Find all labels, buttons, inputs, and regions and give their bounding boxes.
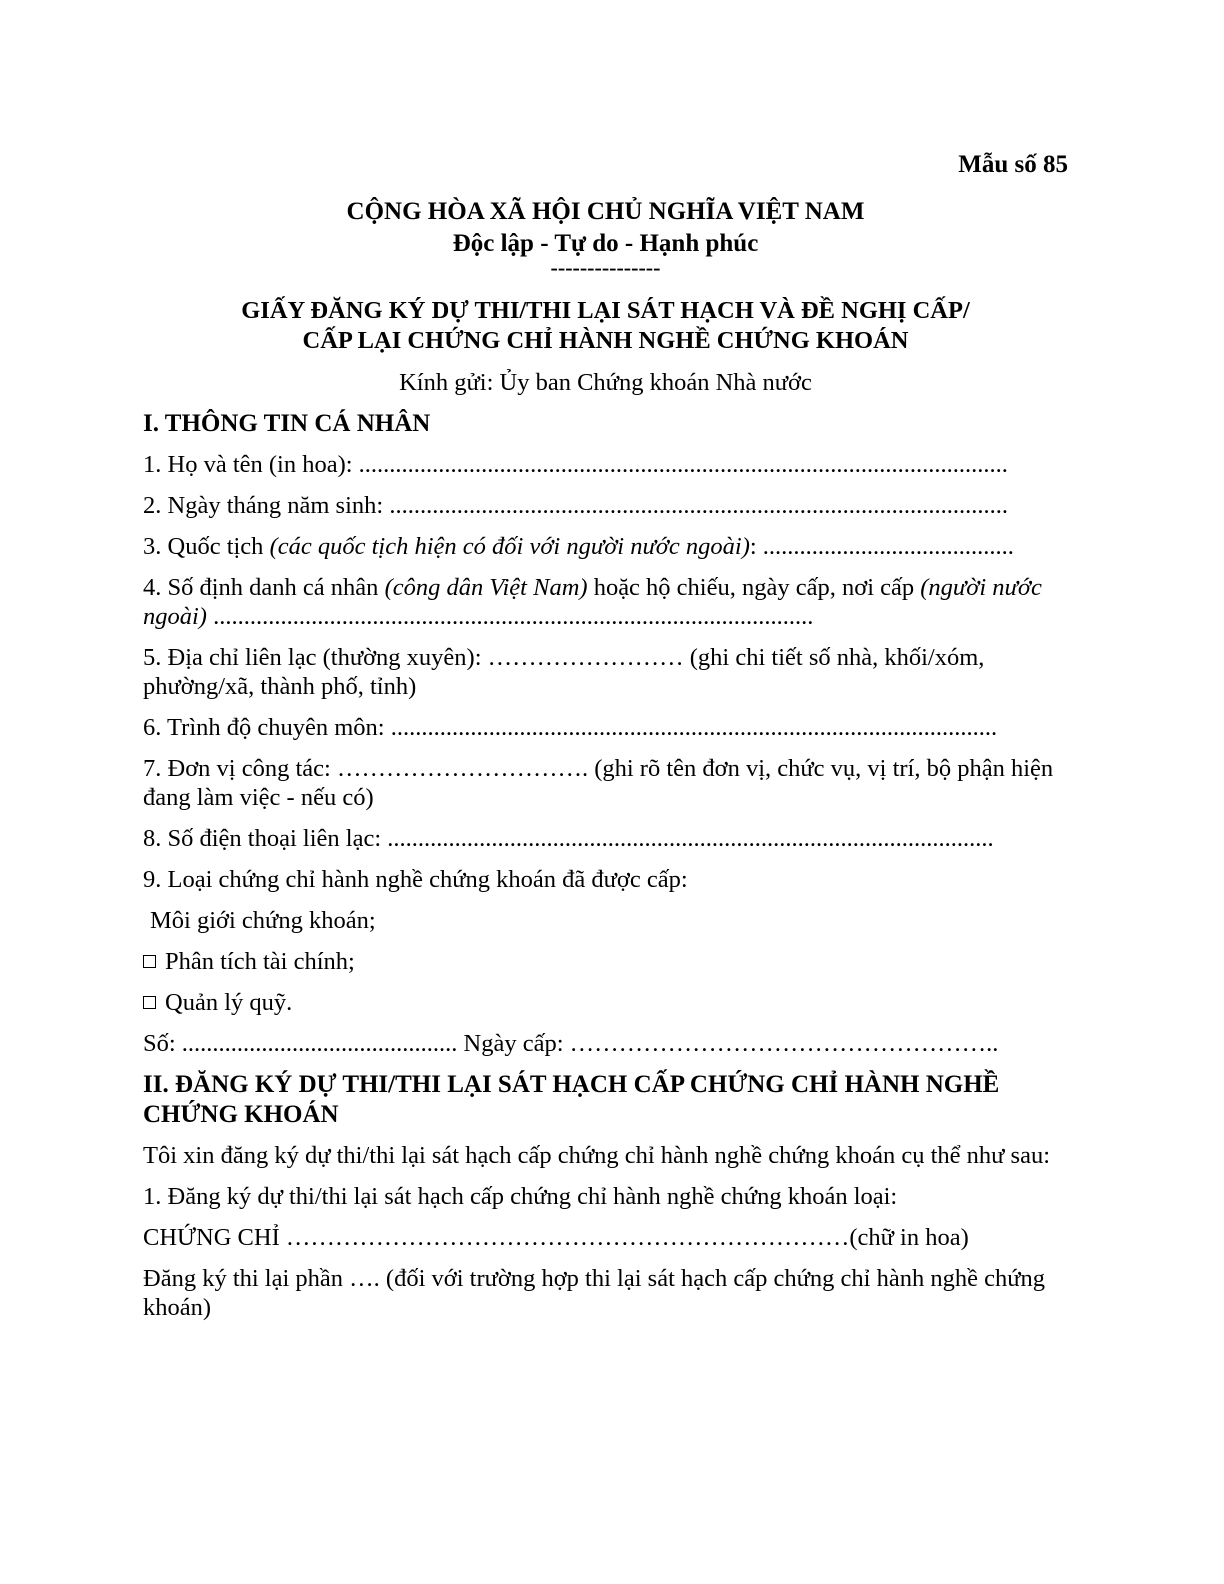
checkbox-empty-icon[interactable] — [143, 996, 156, 1009]
nationality-label: 3. Quốc tịch — [143, 533, 270, 560]
option-brokerage-label: Môi giới chứng khoán; — [150, 907, 376, 934]
field-full-name: 1. Họ và tên (in hoa): .......................................................................................................... — [143, 451, 1008, 478]
field-cert-number: Số: ............................................. Ngày cấp: …………………………………………….. — [143, 1030, 999, 1057]
field-nationality — [143, 532, 1068, 561]
option-brokerage — [143, 906, 1068, 935]
form-number: Mẫu số 85 — [958, 151, 1068, 178]
id-label: 4. Số định danh cá nhân — [143, 574, 385, 601]
section-2-intro: Tôi xin đăng ký dự thi/thi lại sát hạch cấp chứng chỉ hành nghề chứng khoán cụ thể như sau: — [143, 1142, 1051, 1169]
nationality-dots: : ......................................... — [749, 533, 1014, 560]
option-financial-analysis[interactable] — [143, 947, 1068, 976]
document-page — [143, 150, 1068, 1322]
recipient: Kính gửi: Ủy ban Chứng khoán Nhà nước — [399, 369, 812, 396]
id-dots: .................................................................................................. — [206, 603, 814, 630]
field-address: 5. Địa chỉ liên lạc (thường xuyên): …………………… (ghi chi tiết số nhà, khối/xóm, phường/xã, thành phố, tỉnh) — [143, 644, 985, 700]
field-personal-id — [143, 573, 1068, 631]
section-1-heading: I. THÔNG TIN CÁ NHÂN — [143, 410, 431, 437]
motto: Độc lập - Tự do - Hạnh phúc — [452, 230, 759, 257]
id-note-citizen: (công dân Việt Nam) — [384, 574, 588, 601]
section-2-heading: II. ĐĂNG KÝ DỰ THI/THI LẠI SÁT HẠCH CẤP CHỨNG CHỈ HÀNH NGHỀ CHỨNG KHOÁN — [143, 1071, 1000, 1128]
field-cert-type: 9. Loại chứng chỉ hành nghề chứng khoán đã được cấp: — [143, 866, 688, 893]
divider: --------------- — [550, 255, 661, 280]
title-line-2: CẤP LẠI CHỨNG CHỈ HÀNH NGHỀ CHỨNG KHOÁN — [302, 327, 909, 354]
nation-heading: CỘNG HÒA XÃ HỘI CHỦ NGHĨA VIỆT NAM — [346, 198, 865, 225]
field-retake-part: Đăng ký thi lại phần …. (đối với trường hợp thi lại sát hạch cấp chứng chỉ hành nghề chứng khoán) — [143, 1265, 1045, 1321]
field-qualification: 6. Trình độ chuyên môn: ................................................................................................... — [143, 714, 998, 741]
nationality-note: (các quốc tịch hiện có đối với người nước ngoài) — [269, 533, 750, 560]
field-exam-type: 1. Đăng ký dự thi/thi lại sát hạch cấp chứng chỉ hành nghề chứng khoán loại: — [143, 1183, 898, 1210]
field-workplace: 7. Đơn vị công tác: …………………………. (ghi rõ tên đơn vị, chức vụ, vị trí, bộ phận hiện đang làm việc - nếu có) — [143, 755, 1054, 811]
option-fund-management-label: Quản lý quỹ. — [165, 989, 293, 1016]
option-financial-analysis-label: Phân tích tài chính; — [165, 948, 355, 975]
option-fund-management[interactable] — [143, 988, 1068, 1017]
document-title — [143, 296, 1068, 356]
field-cert-name: CHỨNG CHỈ ……………………………………………………………(chữ in hoa) — [143, 1224, 969, 1251]
checkbox-empty-icon[interactable] — [143, 955, 156, 968]
title-line-1: GIẤY ĐĂNG KÝ DỰ THI/THI LẠI SÁT HẠCH VÀ ĐỀ NGHỊ CẤP/ — [241, 297, 970, 324]
field-phone: 8. Số điện thoại liên lạc: ................................................................................................... — [143, 825, 994, 852]
id-passport-label: hoặc hộ chiếu, ngày cấp, nơi cấp — [587, 574, 921, 601]
field-birth-date: 2. Ngày tháng năm sinh: ..................................................................................................... — [143, 492, 1008, 519]
id-note-foreigner: (người nước ngoài) — [143, 574, 1042, 630]
